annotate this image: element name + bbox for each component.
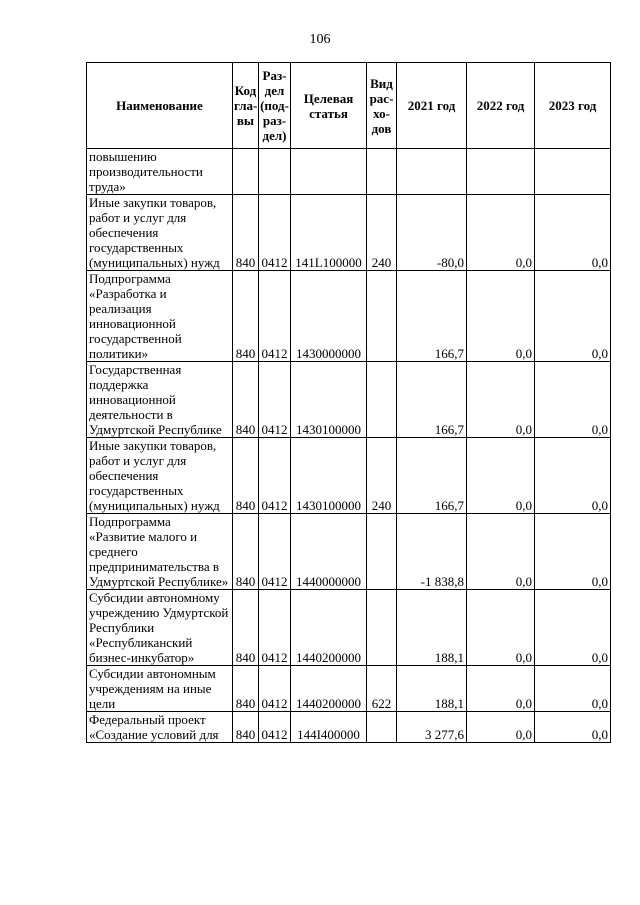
- cell-target: 141L100000: [291, 195, 367, 271]
- cell-2022: [467, 149, 535, 195]
- cell-2022: 0,0: [467, 590, 535, 666]
- cell-2021: 188,1: [397, 590, 467, 666]
- cell-target: 1430000000: [291, 271, 367, 362]
- column-header-2021: 2021 год: [397, 63, 467, 149]
- cell-target: 1430100000: [291, 362, 367, 438]
- cell-2023: [535, 149, 611, 195]
- cell-2022: 0,0: [467, 195, 535, 271]
- cell-2022: 0,0: [467, 666, 535, 712]
- cell-target: 1440200000: [291, 590, 367, 666]
- table-row: [87, 362, 611, 438]
- cell-expense-type: 240: [367, 195, 397, 271]
- cell-expense-type: [367, 149, 397, 195]
- cell-code: 840: [233, 195, 259, 271]
- cell-section: 0412: [259, 666, 291, 712]
- cell-name: Подпрограмма «Развитие малого и среднего предпринимательства в Удмуртской Республике»: [87, 514, 233, 590]
- cell-2022: 0,0: [467, 514, 535, 590]
- cell-name: Иные закупки товаров, работ и услуг для обеспечения государственных (муниципальных) нужд: [87, 195, 233, 271]
- cell-2021: 166,7: [397, 362, 467, 438]
- cell-target: 1430100000: [291, 438, 367, 514]
- cell-2022: 0,0: [467, 271, 535, 362]
- table-row: [87, 666, 611, 712]
- cell-code: [233, 149, 259, 195]
- cell-expense-type: [367, 362, 397, 438]
- cell-section: 0412: [259, 590, 291, 666]
- cell-code: 840: [233, 712, 259, 743]
- column-header-expense-type: Вид рас- хо- дов: [367, 63, 397, 149]
- table-row: [87, 590, 611, 666]
- column-header-2022: 2022 год: [467, 63, 535, 149]
- cell-expense-type: [367, 514, 397, 590]
- cell-2023: 0,0: [535, 362, 611, 438]
- table-header-row: [87, 63, 611, 149]
- cell-target: 1440200000: [291, 666, 367, 712]
- cell-code: 840: [233, 590, 259, 666]
- cell-2023: 0,0: [535, 195, 611, 271]
- cell-2023: 0,0: [535, 271, 611, 362]
- cell-name: Субсидии автономным учреждениям на иные цели: [87, 666, 233, 712]
- cell-name: Подпрограмма «Разработка и реализация инновационной государственной политики»: [87, 271, 233, 362]
- cell-section: 0412: [259, 195, 291, 271]
- cell-2023: 0,0: [535, 590, 611, 666]
- cell-code: 840: [233, 438, 259, 514]
- cell-2023: 0,0: [535, 514, 611, 590]
- cell-name: Федеральный проект «Создание условий для: [87, 712, 233, 743]
- column-header-section: Раз- дел (под- раз- дел): [259, 63, 291, 149]
- cell-section: 0412: [259, 438, 291, 514]
- table-row: [87, 712, 611, 743]
- cell-2023: 0,0: [535, 712, 611, 743]
- cell-code: 840: [233, 362, 259, 438]
- cell-target: 144I400000: [291, 712, 367, 743]
- cell-expense-type: [367, 712, 397, 743]
- cell-expense-type: 622: [367, 666, 397, 712]
- cell-2021: -1 838,8: [397, 514, 467, 590]
- cell-2022: 0,0: [467, 438, 535, 514]
- cell-name: повышению производительности труда»: [87, 149, 233, 195]
- table-row: [87, 514, 611, 590]
- cell-name: Иные закупки товаров, работ и услуг для обеспечения государственных (муниципальных) нужд: [87, 438, 233, 514]
- cell-code: 840: [233, 271, 259, 362]
- cell-section: 0412: [259, 271, 291, 362]
- cell-2021: 166,7: [397, 271, 467, 362]
- column-header-name: Наименование: [87, 63, 233, 149]
- table-row: [87, 149, 611, 195]
- cell-2022: 0,0: [467, 712, 535, 743]
- cell-2023: 0,0: [535, 438, 611, 514]
- cell-name: Государственная поддержка инновационной деятельности в Удмуртской Республике: [87, 362, 233, 438]
- cell-2021: 166,7: [397, 438, 467, 514]
- cell-section: 0412: [259, 362, 291, 438]
- budget-table: [86, 62, 611, 743]
- page-number: 106: [309, 32, 331, 47]
- cell-code: 840: [233, 514, 259, 590]
- cell-expense-type: 240: [367, 438, 397, 514]
- cell-code: 840: [233, 666, 259, 712]
- cell-2023: 0,0: [535, 666, 611, 712]
- table-row: [87, 195, 611, 271]
- table-row: [87, 271, 611, 362]
- cell-target: 1440000000: [291, 514, 367, 590]
- cell-expense-type: [367, 271, 397, 362]
- cell-section: 0412: [259, 514, 291, 590]
- cell-section: 0412: [259, 712, 291, 743]
- table-row: [87, 438, 611, 514]
- cell-2021: 188,1: [397, 666, 467, 712]
- cell-2021: -80,0: [397, 195, 467, 271]
- cell-name: Субсидии автономному учреждению Удмуртской Республики «Республиканский бизнес-инкубатор»: [87, 590, 233, 666]
- cell-section: [259, 149, 291, 195]
- column-header-code: Код гла- вы: [233, 63, 259, 149]
- cell-2022: 0,0: [467, 362, 535, 438]
- column-header-target: Целевая статья: [291, 63, 367, 149]
- cell-2021: [397, 149, 467, 195]
- cell-2021: 3 277,6: [397, 712, 467, 743]
- cell-target: [291, 149, 367, 195]
- column-header-2023: 2023 год: [535, 63, 611, 149]
- cell-expense-type: [367, 590, 397, 666]
